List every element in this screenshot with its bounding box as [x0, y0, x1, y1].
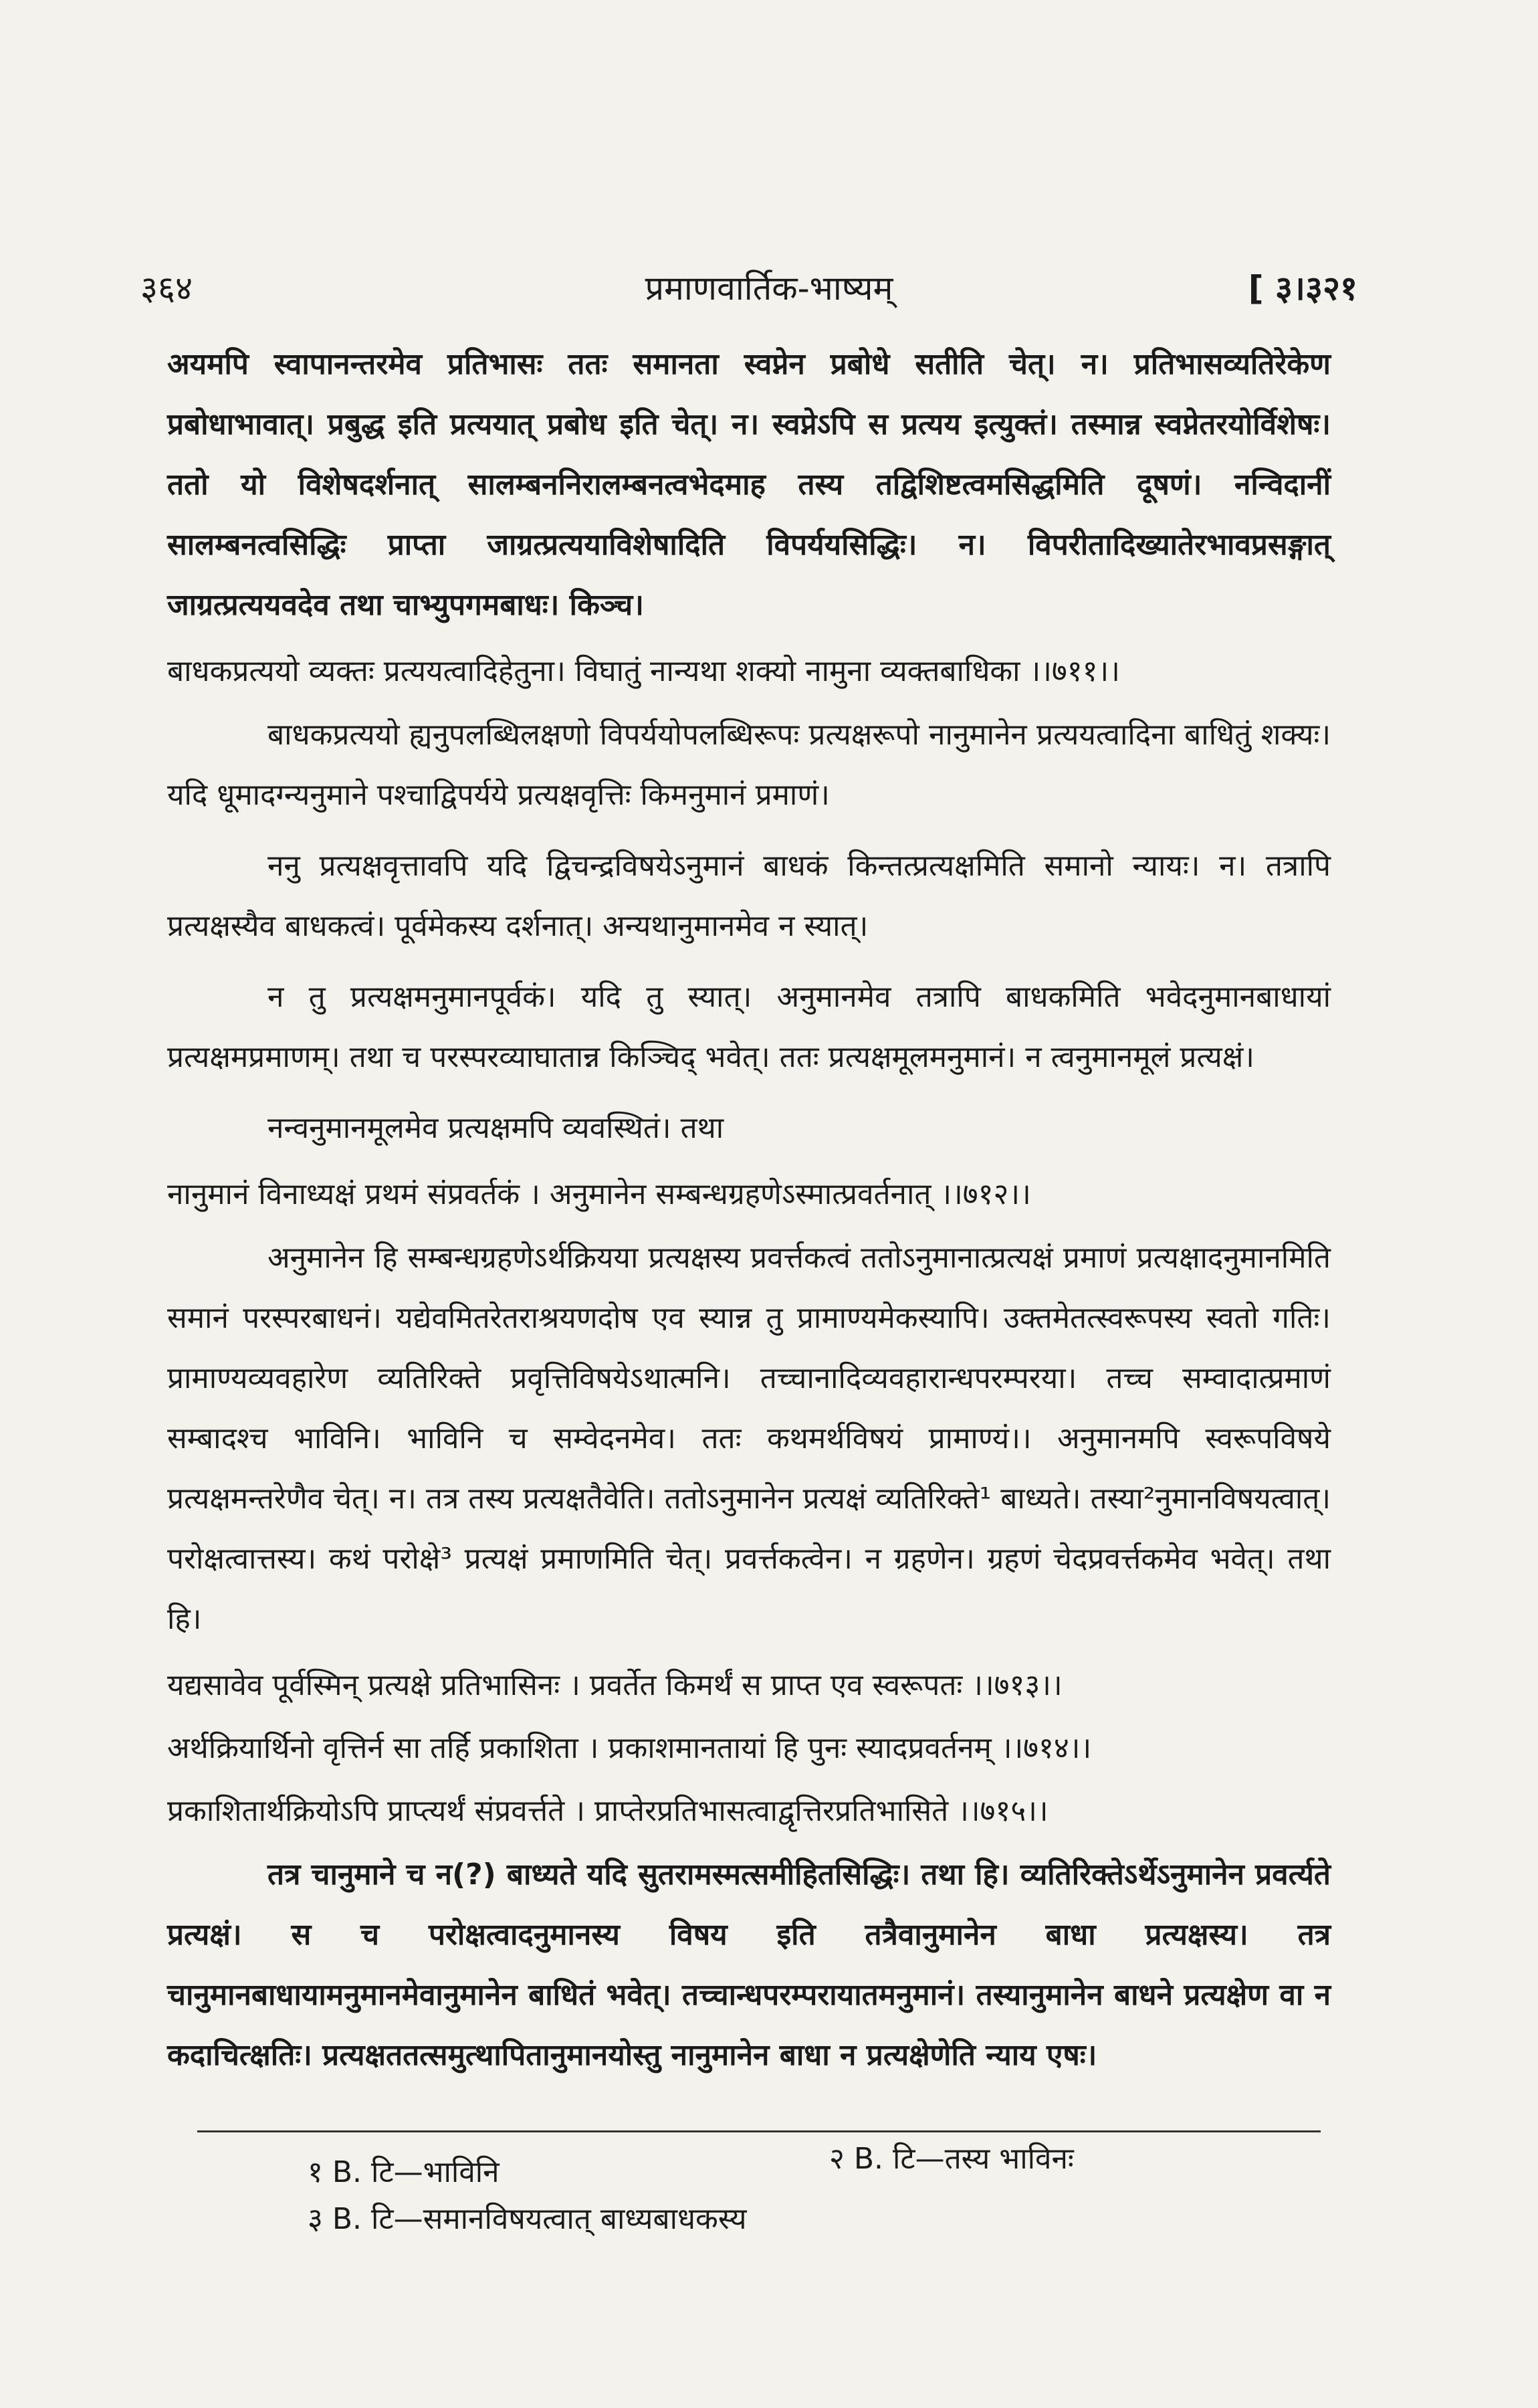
paragraph: बाधकप्रत्ययो ह्यनुपलब्धिलक्षणो विपर्ययोपलब्धिरूपः प्रत्यक्षरूपो नानुमानेन प्रत्ययत्वादिना बाधितुं शक्यः। यदि धूमादग्न्यनुमाने पश्चाद्विपर्यये प्रत्यक्षवृत्तिः किमनुमानं प्रमाणं।	[167, 718, 1331, 812]
paragraph: नन्वनुमानमूलमेव प्रत्यक्षमपि व्यवस्थितं। तथा	[267, 1111, 724, 1145]
running-header	[127, 264, 1411, 311]
section-reference: [ ३।३२१	[1248, 269, 1357, 308]
paragraph: ननु प्रत्यक्षवृत्तावपि यदि द्विचन्द्रविषयेऽनुमानं बाधकं किन्तत्प्रत्यक्षमिति समानो न्यायः। न। तत्रापि प्रत्यक्षस्यैव बाधकत्वं। पूर्वमेकस्य दर्शनात्। अन्यथानुमानमेव न स्यात्।	[167, 849, 1331, 943]
main-text	[167, 334, 1331, 2086]
verse-713: यद्यसावेव पूर्वस्मिन् प्रत्यक्षे प्रतिभासिनः । प्रवर्तेत किमर्थं स प्राप्त एव स्वरूपतः ।।७१३।।	[167, 1668, 1063, 1702]
verse-715: प्रकाशितार्थक्रियोऽपि प्राप्त्यर्थं संप्रवर्त्तते । प्राप्तेरप्रतिभासत्वाद्वृत्तिरप्रतिभासिते ।।७१५।।	[167, 1794, 1049, 1828]
paragraph: न तु प्रत्यक्षमनुमानपूर्वकं। यदि तु स्यात्। अनुमानमेव तत्रापि बाधकमिति भवेदनुमानबाधायां प्रत्यक्षमप्रमाणम्। तथा च परस्परव्याघातान्न किञ्चिद् भवेत्। ततः प्रत्यक्षमूलमनुमानं। न त्वनुमानमूलं प्रत्यक्षं।	[167, 980, 1331, 1074]
verse-714: अर्थक्रियार्थिनो वृत्तिर्न सा तर्हि प्रकाशिता । प्रकाशमानतायां हि पुनः स्यादप्रवर्तनम् ।।७१४।।	[167, 1731, 1092, 1765]
footnote-1: १ B. टि—भाविनि	[308, 2155, 500, 2189]
paragraph: अयमपि स्वापानन्तरमेव प्रतिभासः ततः समानता स्वप्नेन प्रबोधे सतीति चेत्। न। प्रतिभासव्यतिरेकेण प्रबोधाभावात्। प्रबुद्ध इति प्रत्ययात् प्रबोध इति चेत्। न। स्वप्नेऽपि स प्रत्यय इत्युक्तं। तस्मान्न स्वप्नेतरयोर्विशेषः। ततो यो विशेषदर्शनात् सालम्बननिरालम्बनत्वभेदमाह तस्य तद्विशिष्टत्वमसिद्धमिति दूषणं। नन्विदानीं सालम्बनत्वसिद्धिः प्राप्ता जाग्रत्प्रत्ययाविशेषादिति विपर्ययसिद्धिः। न। विपरीतादिख्यातेरभावप्रसङ्गात् जाग्रत्प्रत्ययवदेव तथा चाभ्युपगमबाधः। किञ्च।	[167, 347, 1331, 622]
paragraph: अनुमानेन हि सम्बन्धग्रहणेऽर्थक्रियया प्रत्यक्षस्य प्रवर्त्तकत्वं ततोऽनुमानात्प्रत्यक्षं प्रमाणं प्रत्यक्षादनुमानमिति समानं परस्परबाधनं। यद्येवमितरेतराश्रयणदोष एव स्यान्न तु प्रामाण्यमेकस्यापि। उक्तमेतत्स्वरूपस्य स्वतो गतिः। प्रामाण्यव्यवहारेण व्यतिरिक्ते प्रवृत्तिविषयेऽथात्मनि। तच्चानादिव्यवहारान्धपरम्परया। तच्च सम्वादात्प्रमाणं सम्बादश्च भाविनि। भाविनि च सम्वेदनमेव। ततः कथमर्थविषयं प्रामाण्यं।। अनुमानमपि स्वरूपविषये प्रत्यक्षमन्तरेणैव चेत्। न। तत्र तस्य प्रत्यक्षतैवेति। ततोऽनुमानेन प्रत्यक्षं व्यतिरिक्ते¹ बाध्यते। तस्या²नुमानविषयत्वात्। परोक्षत्वात्तस्य। कथं परोक्षे³ प्रत्यक्षं प्रमाणमिति चेत्। प्रवर्त्तकत्वेन। न ग्रहणेन। ग्रहणं चेदप्रवर्त्तकमेव भवेत्। तथा हि।	[167, 1241, 1331, 1636]
paragraph: तत्र चानुमाने च न(?) बाध्यते यदि सुतरामस्मत्समीहितसिद्धिः। तथा हि। व्यतिरिक्तेऽर्थेऽनुमानेन प्रवर्त्यते प्रत्यक्षं। स च परोक्षत्वादनुमानस्य विषय इति तत्रैवानुमानेन बाधा प्रत्यक्षस्य। तत्र चानुमानबाधायामनुमानमेवानुमानेन बाधितं भवेत्। तच्चान्धपरम्परायातमनुमानं। तस्यानुमानेन बाधने प्रत्यक्षेण वा न कदाचित्क्षतिः। प्रत्यक्षततत्समुत्थापितानुमानयोस्तु नानुमानेन बाधा न प्रत्यक्षेणेति न्याय एषः।	[167, 1858, 1331, 2072]
footnote-3: ३ B. टि—समानविषयत्वात् बाध्यबाधकस्य	[308, 2202, 747, 2236]
verse-712: नानुमानं विनाध्यक्षं प्रथमं संप्रवर्तकं । अनुमानेन सम्बन्धग्रहणेऽस्मात्प्रवर्तनात् ।।७१२।।	[167, 1177, 1031, 1211]
page-title: प्रमाणवार्तिक-भाष्यम्	[645, 269, 893, 308]
page-number: ३६४	[140, 269, 193, 308]
verse-711: बाधकप्रत्ययो व्यक्तः प्रत्ययत्वादिहेतुना। विघातुं नान्यथा शक्यो नामुना व्यक्तबाधिका ।।७११।।	[167, 654, 1120, 688]
footnote-2: २ B. टि—तस्य भाविनः	[829, 2142, 1074, 2176]
footnote-divider	[197, 2130, 1321, 2132]
